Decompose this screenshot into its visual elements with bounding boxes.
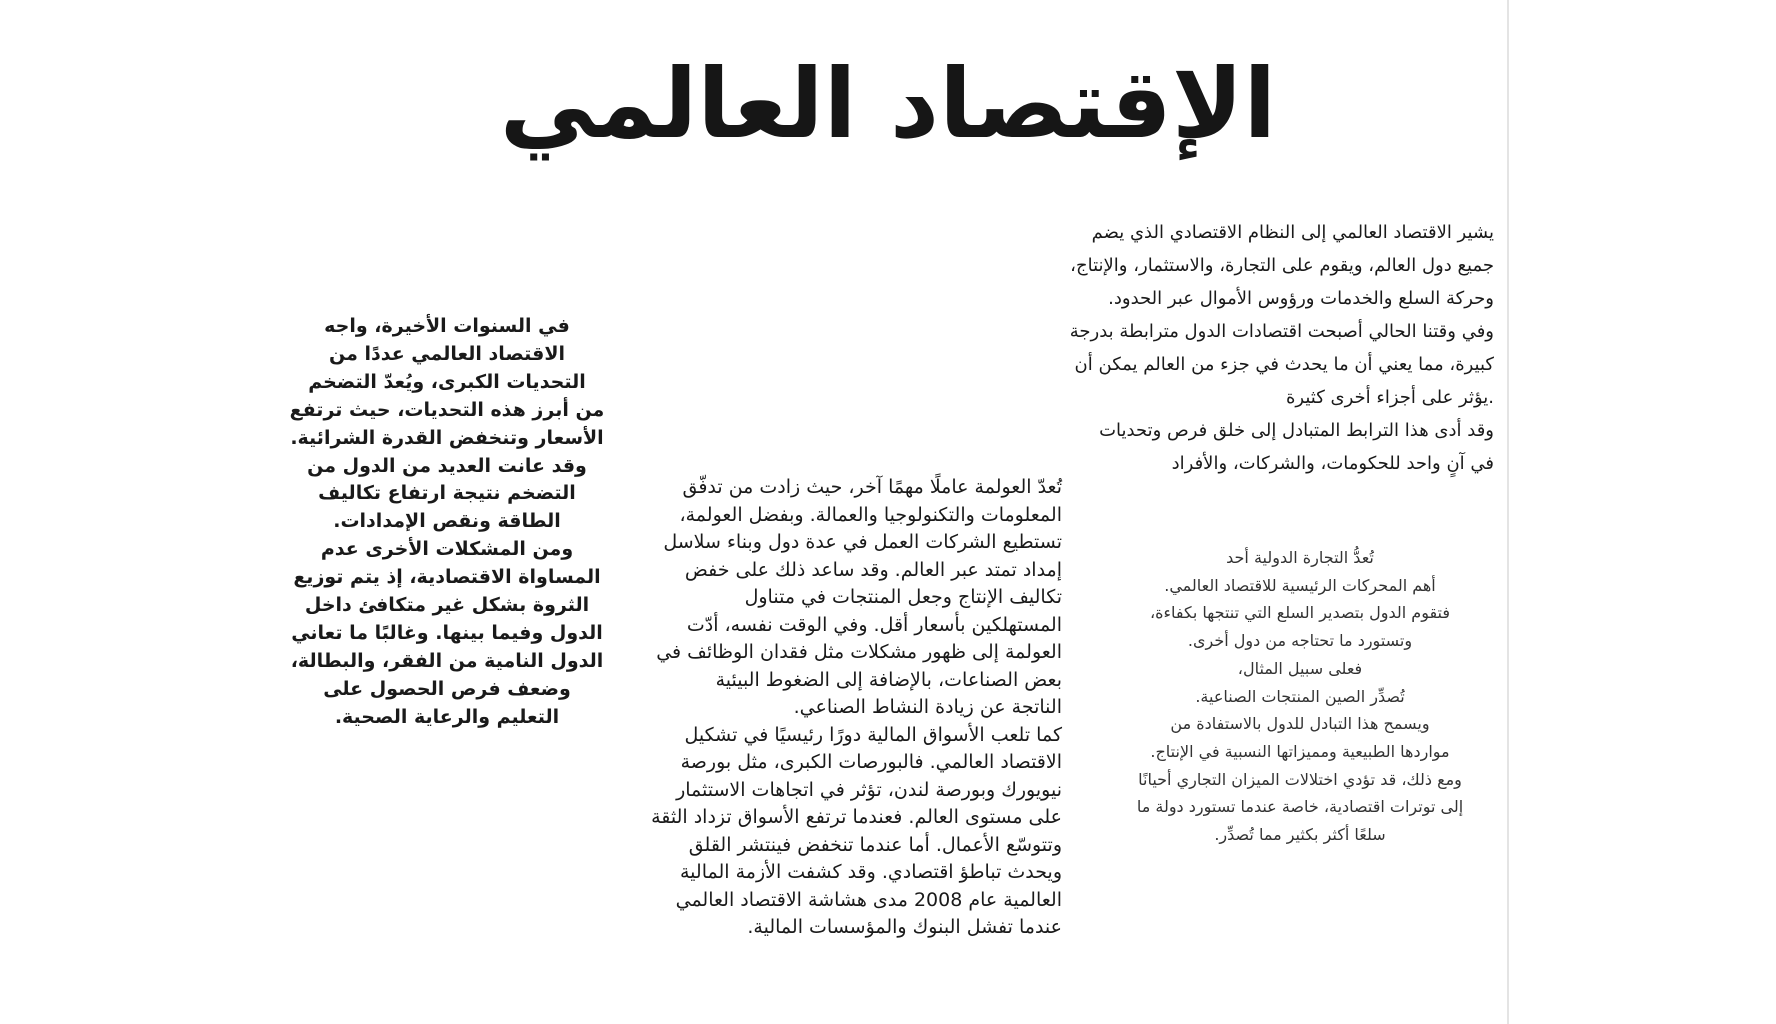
text-line: العالمية عام 2008 مدى هشاشة الاقتصاد العالمي — [675, 888, 1062, 911]
page-title: الإقتصاد العالمي — [499, 48, 1277, 160]
text-line: ومن المشكلات الأخرى عدم — [320, 538, 574, 561]
text-line: إمداد تمتد عبر العالم. وقد ساعد ذلك على خفض — [684, 558, 1062, 581]
text-line: .يؤثر على أجزاء أخرى كثيرة — [1285, 387, 1494, 408]
text-line: وتستورد ما تحتاجه من دول أخرى. — [1187, 631, 1413, 651]
text-line: وقد أدى هذا الترابط المتبادل إلى خلق فرص وتحديات — [1099, 420, 1494, 441]
text-line: وتتوسّع الأعمال. أما عندما تنخفض فينتشر القلق — [688, 833, 1062, 856]
text-line: نيويورك وبورصة لندن، تؤثر في اتجاهات الاستثمار — [676, 778, 1062, 801]
text-line: في آنٍ واحد للحكومات، والشركات، والأفراد — [1171, 453, 1494, 474]
text-line: كما تلعب الأسواق المالية دورًا رئيسيًا في تشكيل — [684, 723, 1062, 746]
text-line: في السنوات الأخيرة، واجه — [324, 315, 570, 337]
text-line: المساواة الاقتصادية، إذ يتم توزيع — [293, 566, 601, 589]
text-line: الطاقة ونقص الإمدادات. — [333, 510, 561, 533]
text-line: التحديات الكبرى، ويُعدّ التضخم — [308, 370, 586, 393]
intro-paragraph — [1070, 216, 1494, 480]
text-line: التضخم نتيجة ارتفاع تكاليف — [318, 482, 576, 505]
globalization-paragraph — [651, 474, 1062, 942]
text-line: سلعًا أكثر بكثير مما تُصدِّر. — [1214, 825, 1386, 845]
text-line: وقد عانت العديد من الدول من — [307, 454, 587, 477]
text-line: يشير الاقتصاد العالمي إلى النظام الاقتصادي الذي يضم — [1091, 222, 1494, 243]
text-line: على مستوى العالم. فعندما ترتفع الأسواق تزداد الثقة — [651, 806, 1062, 828]
text-line: تُصدِّر الصين المنتجات الصناعية. — [1195, 686, 1405, 706]
text-line: ويسمح هذا التبادل للدول بالاستفادة من — [1170, 714, 1430, 734]
text-line: فعلى سبيل المثال، — [1237, 658, 1363, 678]
text-line: الناتجة عن زيادة النشاط الصناعي. — [793, 696, 1062, 718]
text-line: الدول وفيما بينها. وغالبًا ما تعاني — [291, 621, 603, 644]
trade-paragraph — [1080, 544, 1520, 849]
text-line: إلى توترات اقتصادية، خاصة عندما تستورد دولة ما — [1136, 797, 1464, 817]
text-line: الاقتصاد العالمي. فالبورصات الكبرى، مثل بورصة — [680, 751, 1062, 773]
text-line: وحركة السلع والخدمات ورؤوس الأموال عبر الحدود. — [1108, 288, 1494, 309]
text-line: وضعف فرص الحصول على — [323, 677, 571, 700]
text-line: بعض الصناعات، بالإضافة إلى الضغوط البيئية — [715, 668, 1062, 691]
text-line: الدول النامية من الفقر، والبطالة، — [290, 649, 604, 672]
text-line: ومع ذلك، قد تؤدي اختلالات الميزان التجاري أحيانًا — [1138, 769, 1462, 789]
text-line: عندما تفشل البنوك والمؤسسات المالية. — [747, 916, 1062, 938]
text-line: ويحدث تباطؤ اقتصادي. وقد كشفت الأزمة المالية — [679, 861, 1062, 883]
text-line: وفي وقتنا الحالي أصبحت اقتصادات الدول مترابطة بدرجة — [1069, 321, 1494, 342]
text-line: تكاليف الإنتاج وجعل المنتجات في متناول — [744, 586, 1062, 608]
challenges-paragraph — [286, 313, 608, 732]
text-line: الأسعار وتنخفض القدرة الشرائية. — [290, 426, 604, 449]
text-line: المعلومات والتكنولوجيا والعمالة. وبفضل العولمة، — [679, 503, 1062, 526]
text-line: الاقتصاد العالمي عددًا من — [329, 342, 565, 365]
text-line: تُعدُّ التجارة الدولية أحد — [1226, 548, 1374, 567]
text-line: كبيرة، مما يعني أن ما يحدث في جزء من العالم يمكن أن — [1074, 354, 1494, 375]
text-line: المستهلكين بأسعار أقل. وفي الوقت نفسه، أدّت — [686, 613, 1062, 636]
text-line: فتقوم الدول بتصدير السلع التي تنتجها بكفاءة، — [1149, 603, 1451, 623]
text-line: من أبرز هذه التحديات، حيث ترتفع — [289, 398, 605, 421]
text-line: تُعدّ العولمة عاملًا مهمًا آخر، حيث زادت من تدفّق — [682, 476, 1062, 498]
text-line: الثروة بشكل غير متكافئ داخل — [304, 594, 590, 617]
text-line: تستطيع الشركات العمل في عدة دول وبناء سلاسل — [663, 531, 1062, 553]
text-line: العولمة إلى ظهور مشكلات مثل فقدان الوظائف في — [656, 641, 1062, 663]
text-line: أهم المحركات الرئيسية للاقتصاد العالمي. — [1164, 575, 1436, 595]
text-line: مواردها الطبيعية ومميزاتها النسبية في الإنتاج. — [1150, 741, 1450, 761]
text-line: التعليم والرعاية الصحية. — [334, 705, 560, 728]
text-line: جميع دول العالم، ويقوم على التجارة، والاستثمار، والإنتاج، — [1070, 255, 1494, 276]
